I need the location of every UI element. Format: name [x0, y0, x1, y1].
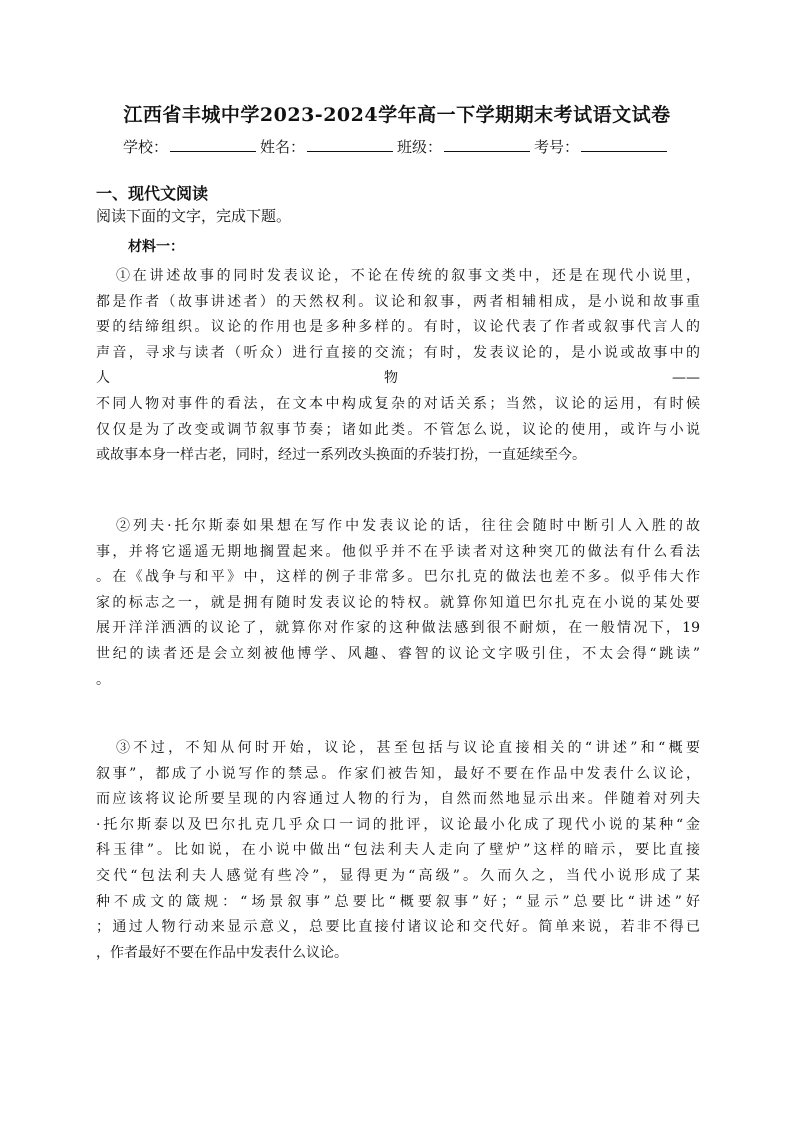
class-blank[interactable]: [444, 137, 530, 152]
spread-char: 人: [96, 370, 110, 387]
school-label: 学校：: [122, 138, 168, 156]
paragraph-3: [96, 736, 700, 966]
paragraph-line: 仅仅是为了改变或调节叙事节奏；诸如此类。不管怎么说，议论的使用，或许与小说: [96, 421, 700, 438]
name-blank[interactable]: [307, 137, 393, 152]
paragraph-line: 而应该将议论所要呈现的内容通过人物的行为，自然而然地显示出来。伴随着对列夫: [96, 791, 700, 808]
paragraph-line: ，作者最好不要在作品中发表什么议论。: [96, 944, 348, 961]
paragraph-line: 展开洋洋洒洒的议论了，就算你对作家的这种做法感到很不耐烦，在一般情况下，19: [96, 620, 700, 637]
paragraph-line: 不同人物对事件的看法，在文本中构成复杂的对话关系；当然，议论的运用，有时候: [96, 395, 700, 412]
class-label: 班级：: [397, 138, 443, 156]
student-info-line: [0, 136, 794, 157]
paragraph-line: 科玉律”。比如说，在小说中做出“包法利夫人走向了壁炉”这样的暗示，要比直接: [96, 842, 700, 859]
paragraph-2: [96, 514, 700, 693]
spread-dash: ——: [672, 370, 700, 387]
paragraph-line-spread: [96, 366, 700, 392]
material-label: 材料一：: [128, 239, 184, 255]
section-heading: 一、现代文阅读: [96, 184, 209, 203]
exam-title: 江西省丰城中学2023-2024学年高一下学期期末考试语文试卷: [123, 104, 671, 126]
name-label: 姓名：: [259, 138, 305, 156]
paragraph-line: 世纪的读者还是会立刻被他博学、风趣、睿智的议论文字吸引住，不太会得“跳读”: [96, 645, 700, 662]
paragraph-line: 都是作者（故事讲述者）的天然权利。议论和叙事，两者相辅相成，是小说和故事重: [96, 293, 700, 310]
paragraph-line: ③不过，不知从何时开始，议论，甚至包括与议论直接相关的“讲述”和“概要: [116, 740, 700, 756]
paragraph-line: 。在《战争与和平》中，这样的例子非常多。巴尔扎克的做法也差不多。似乎伟大作: [96, 569, 700, 586]
number-label: 考号：: [534, 138, 580, 156]
paragraph-line: 要的结缔组织。议论的作用也是多种多样的。有时，议论代表了作者或叙事代言人的: [96, 319, 700, 336]
paragraph-1: [96, 264, 700, 469]
spread-char: 物: [384, 370, 398, 387]
school-blank[interactable]: [170, 137, 256, 152]
section-instruction: 阅读下面的文字，完成下题。: [96, 207, 292, 225]
paragraph-line: ②列夫·托尔斯泰如果想在写作中发表议论的话，往往会随时中断引人入胜的故: [116, 518, 700, 534]
paragraph-line: 家的标志之一，就是拥有随时发表议论的特权。就算你知道巴尔扎克在小说的某处要: [96, 594, 700, 611]
paragraph-line: 事，并将它遥遥无期地搁置起来。他似乎并不在乎读者对这种突兀的做法有什么看法: [96, 543, 700, 560]
paragraph-line: 。: [96, 671, 110, 688]
paragraph-line: 交代“包法利夫人感觉有些冷”，显得更为“高级”。久而久之，当代小说形成了某: [96, 867, 700, 884]
paragraph-line: 或故事本身一样古老，同时，经过一系列改头换面的乔装打扮，一直延续至今。: [96, 447, 586, 464]
number-blank[interactable]: [581, 137, 667, 152]
paragraph-line: 叙事”，都成了小说写作的禁忌。作家们被告知，最好不要在作品中发表什么议论，: [96, 765, 700, 782]
paragraph-line: 声音，寻求与读者（听众）进行直接的交流；有时，发表议论的，是小说或故事中的: [96, 344, 700, 361]
paragraph-line: ；通过人物行动来显示意义，总要比直接付诸议论和交代好。简单来说，若非不得已: [96, 919, 700, 936]
paragraph-line: 种不成文的箴规：“场景叙事”总要比“概要叙事”好；“显示”总要比“讲述”好: [96, 893, 700, 910]
paragraph-line: ①在讲述故事的同时发表议论，不论在传统的叙事文类中，还是在现代小说里，: [116, 268, 700, 284]
paragraph-line: ·托尔斯泰以及巴尔扎克几乎众口一词的批评，议论最小化成了现代小说的某种“金: [96, 816, 700, 833]
